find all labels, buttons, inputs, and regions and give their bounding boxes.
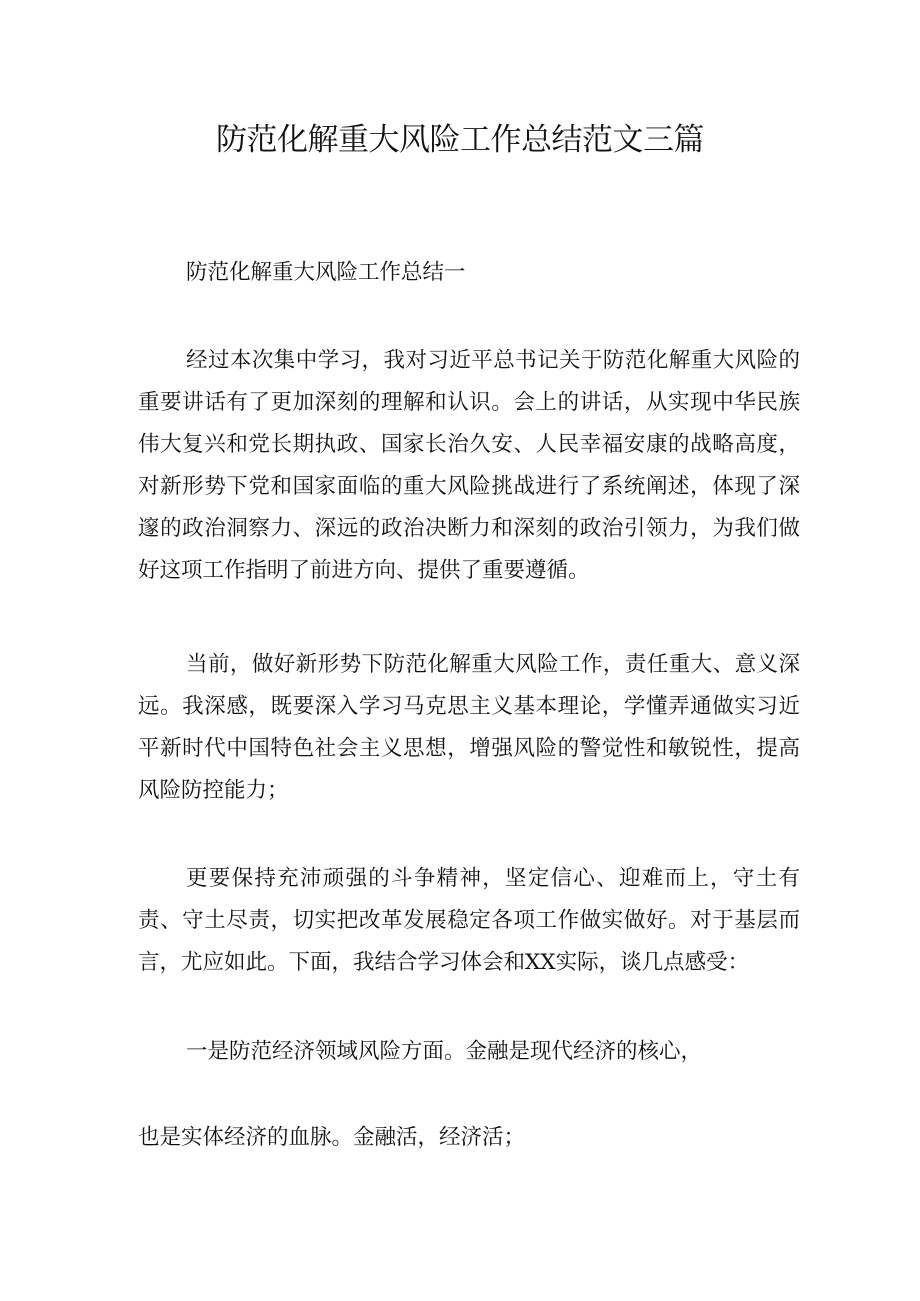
paragraph-2: 当前，做好新形势下防范化解重大风险工作，责任重大、意义深远。我深感，既要深入学习马克思主义基本理论，学懂弄通做实习近平新时代中国特色社会主义思想，增强风险的警觉性和敏锐性，提高风险防控能力； xyxy=(138,652,800,803)
paragraph-3: 更要保持充沛顽强的斗争精神，坚定信心、迎难而上，守土有责、守土尽责，切实把改革发展稳定各项工作做实做好。对于基层而言，尤应如此。下面，我结合学习体会和XX实际，谈几点感受： xyxy=(138,866,800,975)
section-heading: 防范化解重大风险工作总结一 xyxy=(186,260,466,285)
paragraph-1: 经过本次集中学习，我对习近平总书记关于防范化解重大风险的重要讲话有了更加深刻的理解和认识。会上的讲话，从实现中华民族伟大复兴和党长期执政、国家长治久安、人民幸福安康的战略高度，对新形势下党和国家面临的重大风险挑战进行了系统阐述，体现了深邃的政治洞察力、深远的政治决断力和深刻的政治引领力，为我们做好这项工作指明了前进方向、提供了重要遵循。 xyxy=(138,348,800,583)
document-title: 防范化解重大风险工作总结范文三篇 xyxy=(216,122,704,158)
paragraph-5: 也是实体经济的血脉。金融活，经济活； xyxy=(138,1125,526,1150)
paragraph-4: 一是防范经济领域风险方面。金融是现代经济的核心， xyxy=(186,1039,703,1064)
